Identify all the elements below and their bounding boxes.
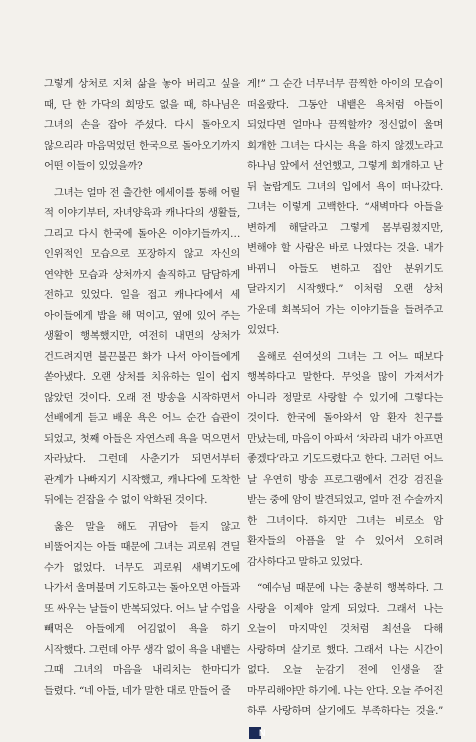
left-column [44,74,240,701]
end-mark-icon: N [249,727,261,739]
paragraph [247,578,443,742]
right-column [247,74,443,742]
paragraph: 올해로 쉰여섯의 그녀는 그 어느 때보다 행복하다고 말한다. 무엇을 많이 가져서가 아니라 정말로 사랑할 수 있기에 그렇다는 것이다. 한국에 돌아와서 암 환자 친구를 만났는데, 마음이 아파서 ‘차라리 내가 아프면 좋겠다’라고 기도드렸다고 한다. 그러던 어느 날 우연히 방송 프로그램에서 건강 검진을 받는 중에 암이 발견되었고, 얼마 전 수술까지 한 그녀이다. 하지만 그녀는 비로소 암 환자들의 아픔을 알 수 있어서 오히려 감사하다고 말하고 있었다. [247,350,443,568]
closing-quote-text: “예수님 때문에 나는 충분히 행복하다. 그 사랑을 이제야 알게 되었다. 그래서 나는 오늘이 마지막인 것처럼 최선을 다해 사랑하며 살기로 했다. 그래서 나는 시간이 없다. 오늘 눈감기 전에 인생을 잘 마무리해야만 하기에. 나는 안다. 오늘 주어진 하루 사랑하며 살기에도 부족하다는 것을.” [247,582,443,717]
paragraph: 게!” 그 순간 너무너무 끔찍한 아이의 모습이 떠올랐다. 그동안 내뱉은 욕처럼 아들이 되었다면 얼마나 끔찍할까? 정신없이 울며 회개한 그녀는 다시는 욕을 하지 않겠노라고 하나님 앞에서 선언했고, 그렇게 회개하고 난 뒤 놀랍게도 그녀의 입에서 욕이 떠나갔다. 그녀는 이렇게 고백한다. “새벽마다 아들을 변하게 해달라고 그렇게 몸부림쳤지만, 변해야 할 사람은 바로 나였다는 것을. 내가 바뀌니 아들도 변하고 집안 분위기도 달라지기 시작했다.” 이처럼 오랜 상처 가운데 회복되어 가는 이야기들을 들려주고 있었다. [247,78,443,336]
paragraph: 그녀는 얼마 전 출간한 에세이를 통해 어릴 적 이야기부터, 자녀양육과 캐나다의 생활들, 그리고 다시 한국에 돌아온 이야기들까지… 인위적인 모습으로 포장하지 않고 자신의 연약한 모습과 상처까지 솔직하고 담담하게 전하고 있었다. 일을 접고 캐나다에서 세 아이들에게 밥을 해 먹이고, 옆에 있어 주는 생활이 행복했지만, 여전히 내면의 상처가 건드려지면 불끈불끈 화가 나서 아이들에게 쏟아냈다. 오랜 상처를 치유하는 일이 쉽지 않았던 것이다. 오래 전 방송을 시작하면서 선배에게 듣고 배운 욕은 어느 순간 습관이 되었고, 첫째 아들은 자연스레 욕을 먹으면서 자라났다. 그런데 사춘기가 되면서부터 관계가 나빠지기 시작했고, 캐나다에 도착한 뒤에는 걷잡을 수 없이 악화된 것이다. [44,186,240,506]
paragraph: 그렇게 상처로 지쳐 삶을 놓아 버리고 싶을 때, 단 한 가닥의 희망도 없을 때, 하나님은 그녀의 손을 잡아 주셨다. 다시 돌아오지 않으리라 마음먹었던 한국으로 돌아오기까지 어떤 이들이 있었을까? [44,78,240,172]
paragraph: 옳은 말을 해도 귀담아 듣지 않고 비뚤어지는 아들 때문에 그녀는 괴로워 견딜 수가 없었다. 너무도 괴로워 새벽기도에 나가서 울며불며 기도하고는 돌아오면 아들과 또 싸우는 날들이 반복되었다. 어느 날 수업을 빼먹은 아들에게 어김없이 욕을 하기 시작했다. 그런데 아무 생각 없이 욕을 내뱉는 그때 그녀의 마음을 내리치는 한마디가 들렸다. “네 아들, 네가 말한 대로 만들어 줄 [44,520,240,697]
